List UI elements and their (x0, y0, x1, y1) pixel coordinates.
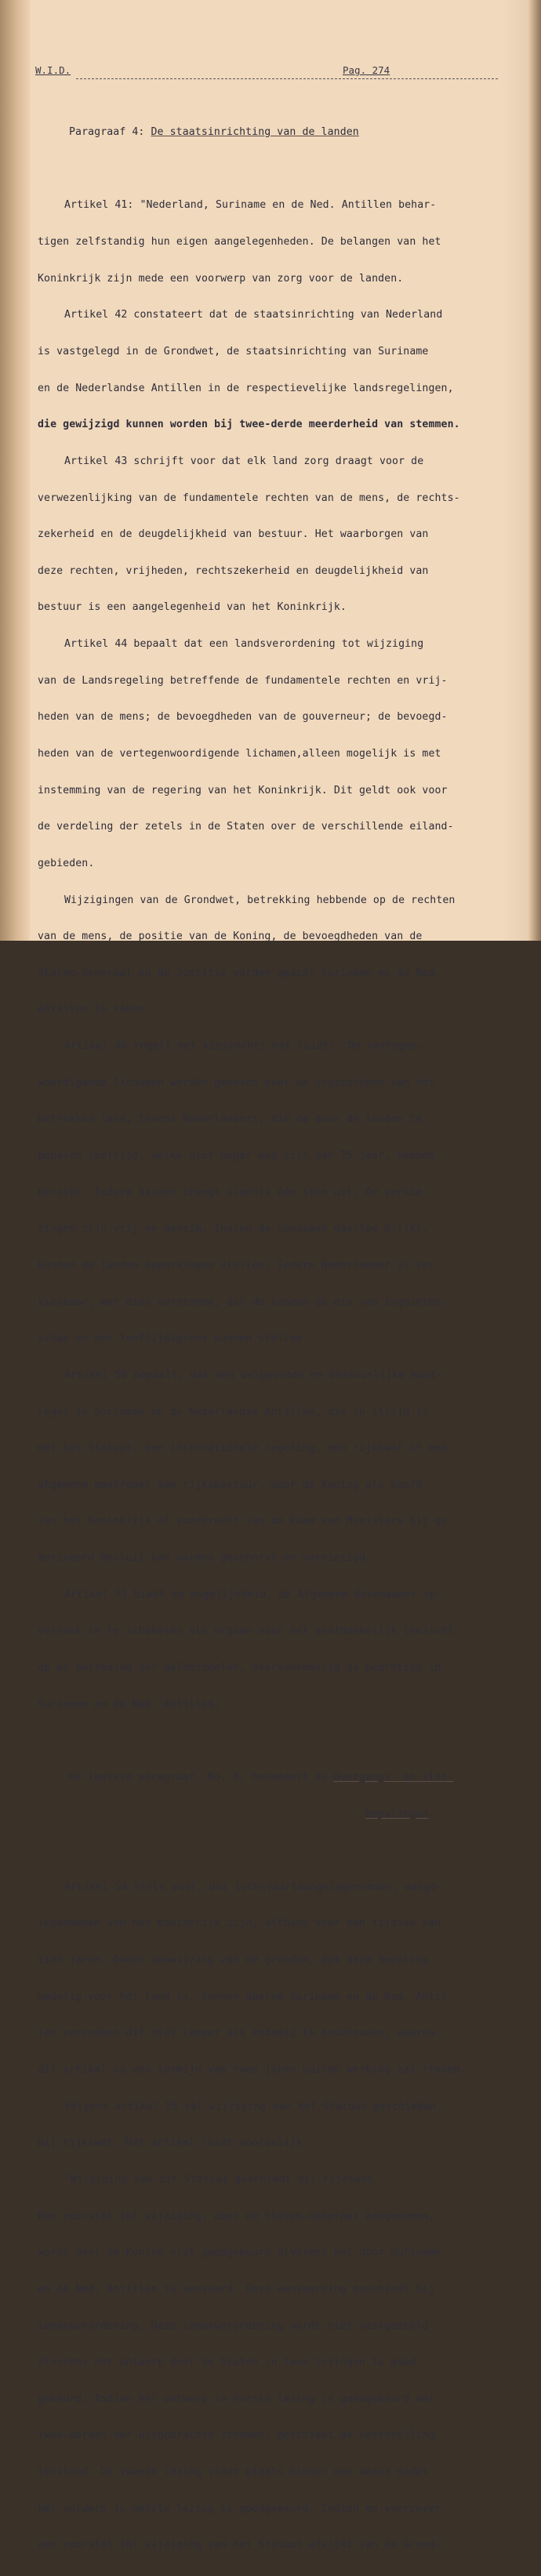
text-line: tien jaren. Onder aanwijzing van de gronden, dat deze bepaling (38, 1954, 429, 1967)
text-line: het ontwerp in eerste lezing is goedgekeurd. Indien en voorzover (38, 2502, 441, 2515)
text-line: van het Koninkrijk of voordracht van de Raad van Ministers bij ge- (38, 1515, 454, 1528)
text-line: instemming van de regering van het Koninkrijk. Dit geldt ook voor (38, 784, 448, 796)
text-line: schap en een leeftijdsgrens kunnen stellen. (38, 1333, 309, 1345)
text-line: dit artikel na een termijn van twee jaren buiten werking zal treden. (38, 2064, 467, 2077)
text-line: Artikel 44 bepaalt dat een landsverordening tot wijziging (64, 638, 424, 651)
text-line: bepalen leeftijd, welke niet hoger mag zijn dan 25 jaar, hebben (38, 1150, 435, 1163)
paragraph-5-heading-cont: bepalingen (365, 1808, 429, 1820)
text-line: wordt door de Koning niet goedgekeurd alvorens het door Suriname (38, 2247, 441, 2259)
text-line: verwezenlijking van de fundamentele rechten van de mens, de rechts- (38, 492, 460, 504)
text-line: nadelig voor het land is, kunnen daarna Suriname en de Ned. Antil- (38, 1990, 454, 2003)
text-line: en de Ned. Antillen is aanvaard. Deze aanvaarding geschiedt bij (38, 2283, 435, 2295)
document-body (38, 102, 508, 2576)
text-line: Artikel 50 bepaalt, dat een wetgevende en bestuurlijke maat- (64, 1369, 443, 1381)
text-line: Artikel 43 schrijft voor dat elk land zorg draagt voor de (64, 455, 424, 467)
text-line: met het Statuut, een internationale regeling, een rijkswet of een (38, 1442, 448, 1455)
text-line: en de Nederlandse Antillen in de respectievelijke landsregelingen, (38, 382, 454, 394)
page-header (35, 61, 498, 85)
text-line: een voorstel tot wijziging van het Statuut afwijkt van de Grond- (38, 2539, 441, 2552)
text-line: Volgens artikel 55 zal wijziging van het Statuut geschieden (64, 2100, 437, 2113)
text-line: Wijzigingen van de Grondwet, betrekking hebbende op de rechten (64, 894, 456, 906)
text-line: de verdeling der zetels in de Staten over de verschillende eiland- (38, 821, 454, 833)
text-line: kiesbaar, met dien verstande, dat de landen de eis van ingezeten- (38, 1296, 448, 1308)
text-line: deze rechten, vrijheden, rechtszekerheid en deugdelijkheid van (38, 564, 429, 577)
paragraph-4-heading: Paragraaf 4: De staatsinrichting van de landen (69, 126, 359, 139)
text-line: zekerheid en de deugdelijkheid van bestuur. Het waarborgen van (38, 528, 429, 541)
text-line: bereikt. Iedere kiezer brengt slechts één stem uit. De verkie- (38, 1186, 429, 1199)
text-line: Een voorstel tot wijziging, door de Staten-Generaal aangenomen, (38, 2210, 435, 2222)
header-rule (76, 78, 498, 79)
text-line: kunnen de landen beperkingen stellen. Iedere Nederlander is ver- (38, 1259, 441, 1272)
text-line: Artikel 42 constateert dat de staatsinrichting van Nederland (64, 309, 443, 321)
text-line: regel in Suriname en de Nederlandse Antillen, die in strijd is (38, 1406, 429, 1418)
page-edge-right (528, 0, 541, 941)
text-line: Koninkrijk zijn mede een voorwerp van zorg voor de landen. (38, 272, 404, 285)
text-line: zingen zijn vrij en geheim. Indien de noodzaak daartoe blijkt, (38, 1223, 429, 1235)
text-line: van de Landsregeling betreffende de fundamentele rechten en vrij- (38, 674, 448, 687)
text-line: bestuur is een aangelegenheid van het Koninkrijk. (38, 601, 347, 614)
text-line: landsverordening. Deze landsverordening wordt niet vastgesteld (38, 2320, 429, 2332)
text-line: alvorens het ontwerp door de Staten in twee lezingen is goed- (38, 2356, 423, 2369)
paragraph-5-intro: De laatste paragraaf, No. 5, behandelt de Overgangs- en slot- (69, 1771, 454, 1783)
text-line: heden van de vertegenwoordigende lichamen,alleen mogelijk is met (38, 747, 441, 760)
text-line: twee-derden der uitgebrachte stemmen, geschiedt de vaststelling (38, 2429, 435, 2442)
text-line: gekeurd. Indien het ontwerp in eerste lezing is goedgekeurd met (38, 2393, 435, 2405)
text-line: betrokken land, tevens Nederlanders, die de door de landen te (38, 1113, 423, 1126)
text-line: terstond. De tweede lezing vindt plaats binnen een maand nadat (38, 2466, 429, 2479)
text-line: bij rijkswet. Het artikel luidt woordelijk: (38, 2137, 309, 2150)
text-line: heden van de mens; de bevoegdheden van de gouverneur; de bevoegd- (38, 711, 448, 724)
text-line: Artikel 41: "Nederland, Suriname en de Ned. Antillen behar- (64, 199, 437, 212)
text-line: tigen zelfstandig hun eigen aangelegenheden. De belangen van het (38, 236, 441, 249)
text-line: verzoek in te schakelen als orgaan voor het onafhankelijk toezicht (38, 1625, 454, 1638)
text-line: Staten-Generaal en de Justitie worden geacht Suriname en de Ned. (38, 967, 441, 979)
text-line: Antillen te raken. (38, 1003, 151, 1016)
text-line: motiveerd besluit kan worden geschorst en vernietigd. (38, 1552, 372, 1565)
text-line: woordigende lichamen worden gekozen door de ingezetenen van het (38, 1076, 435, 1089)
text-line: Artikel 46 regelt het kiesrecht; het luidt: "De vertegen- (64, 1040, 424, 1053)
text-line: Artikel 54 stelt vast, dat luchtvaartaangelegenheden, aange- (64, 1881, 443, 1893)
text-line: die gewijzigd kunnen worden bij twee-derde meerderheid van stemmen. (38, 419, 460, 431)
text-line: van de mens, de positie van de Koning, de bevoegdheden van de (38, 931, 423, 943)
text-line: len verzoeken dit niet langer als zodanig te beschouwen, waarna (38, 2027, 435, 2040)
text-line: legenheden van het Koninkrijk zijn, althans voor een tijdvak van (38, 1917, 441, 1930)
text-line: algemene maatregel van rijksbestuur, door de Koning als hoofd (38, 1478, 423, 1491)
text-line: Artikel 53 biedt de mogelijkheid, de Algemene Rekenkamer op (64, 1588, 437, 1601)
text-line: "Wijziging van dit Statuut geschiedt bij rijkswet. (64, 2173, 379, 2186)
header-wid: W.I.D. (35, 64, 71, 76)
text-line: gebieden. (38, 857, 95, 869)
text-line: op de besteding der geldmiddelen, overeenkomstig de begroting in (38, 1662, 441, 1674)
text-line: is vastgelegd in de Grondwet, de staatsinrichting van Suriname (38, 345, 429, 357)
binding-shadow-left (0, 0, 30, 941)
page-number: Pag. 274 (343, 64, 390, 76)
text-line: Suriname en de Ned. Antillen. (38, 1698, 221, 1711)
